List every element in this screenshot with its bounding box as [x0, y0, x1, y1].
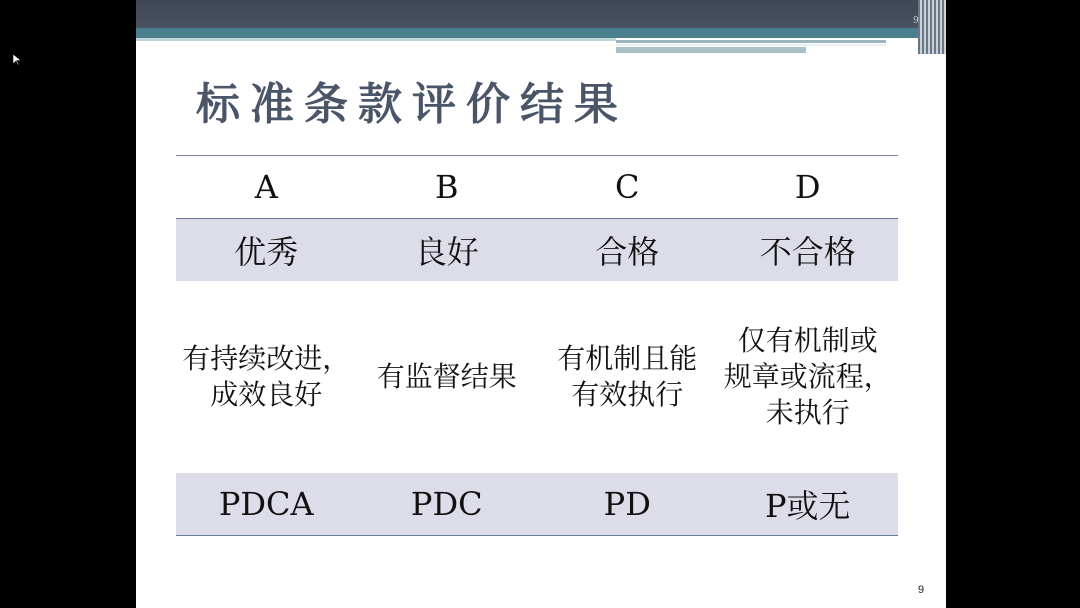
- header-page-number: 9: [913, 16, 919, 26]
- description-text: 有监督结果: [376, 360, 517, 393]
- table-row: [176, 156, 898, 219]
- header-cell: D: [718, 156, 899, 219]
- slide-header-bar: [136, 0, 946, 28]
- header-cell: C: [537, 156, 718, 219]
- header-line: [136, 38, 616, 41]
- description-cell: [357, 281, 538, 473]
- code-cell: PDCA: [176, 473, 357, 536]
- grade-cell: 不合格: [718, 219, 899, 282]
- table-row: [176, 281, 898, 473]
- mouse-pointer-icon: [13, 54, 23, 66]
- grade-cell: 优秀: [176, 219, 357, 282]
- header-line: [616, 44, 886, 46]
- grade-cell: 合格: [537, 219, 718, 282]
- code-cell: PD: [537, 473, 718, 536]
- description-cell: [537, 281, 718, 473]
- description-text: 仅有机制或 规章或流程， 未执行: [723, 324, 892, 429]
- description-text: 有持续改进， 成效良好: [182, 342, 351, 411]
- description-cell: [718, 281, 899, 473]
- header-line: [616, 40, 886, 43]
- table-row: [176, 219, 898, 282]
- header-line: [616, 47, 806, 53]
- page-number: 9: [918, 584, 925, 596]
- slide-title: 标准条款评价结果: [196, 79, 628, 130]
- description-text: 有机制且能 有效执行: [557, 342, 698, 411]
- code-cell: PDC: [357, 473, 538, 536]
- slide-header-accent: [136, 28, 946, 38]
- header-cell: A: [176, 156, 357, 219]
- grade-cell: 良好: [357, 219, 538, 282]
- description-cell: [176, 281, 357, 473]
- code-cell: P或无: [718, 473, 899, 536]
- header-stripes: [918, 0, 946, 54]
- header-cell: B: [357, 156, 538, 219]
- table-row: [176, 473, 898, 536]
- evaluation-table: [176, 155, 898, 536]
- slide: [136, 0, 946, 608]
